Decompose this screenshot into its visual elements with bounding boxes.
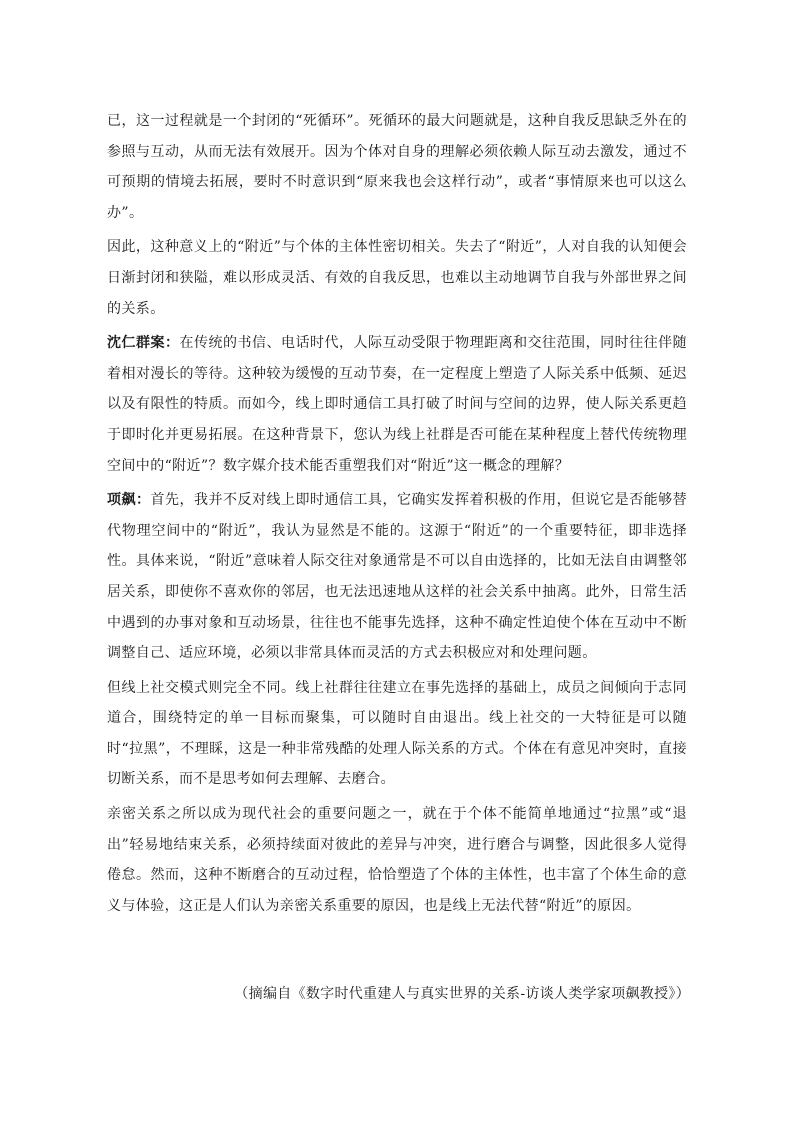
paragraph [107,485,687,669]
paragraph-text: 亲密关系之所以成为现代社会的重要问题之一，就在于个体不能简单地通过“拉黑”或“退出”轻易地结束关系，必须持续面对彼此的差异与冲突，进行磨合与调整，因此很多人觉得倦怠。然而，这种不断磨合的互动过程，恰恰塑造了个体的主体性，也丰富了个体生命的意义与体验，这正是人们认为亲密关系重要的原因，也是线上无法代替“附近”的原因。 [107,806,687,914]
paragraph-text: 因此，这种意义上的“附近”与个体的主体性密切相关。失去了“附近”，人对自我的认知便会日渐封闭和狭隘，难以形成灵活、有效的自我反思，也难以主动地调节自我与外部世界之间的关系。 [107,239,687,317]
article-body [107,106,687,925]
paragraph [107,673,687,795]
paragraph-text: 在传统的书信、电话时代，人际互动受限于物理距离和交往范围，同时往往伴随着相对漫长的等待。这种较为缓慢的互动节奏，在一定程度上塑造了人际关系中低频、延迟以及有限性的特质。而如今，线上即时通信工具打破了时间与空间的边界，使人际关系更趋于即时化并更易拓展。在这种背景下，您认为线上社群是否可能在某种程度上替代传统物理空间中的“附近”？数字媒介技术能否重塑我们对“附近”这一概念的理解？ [107,335,688,474]
paragraph [107,232,687,324]
paragraph-text: 但线上社交模式则完全不同。线上社群往往建立在事先选择的基础上，成员之间倾向于志同道合，围绕特定的单一目标而聚集，可以随时自由退出。线上社交的一大特征是可以随时“拉黑”，不理睬，这是一种非常残酷的处理人际关系的方式。个体在有意见冲突时，直接切断关系，而不是思考如何去理解、去磨合。 [107,679,687,788]
source-citation: （摘编自《数字时代重建人与真实世界的关系-访谈人类学家项飙教授》） [234,986,690,1002]
speaker-label: 项飙： [107,492,151,509]
paragraph-text: 首先，我并不反对线上即时通信工具，它确实发挥着积极的作用，但说它是否能够替代物理空间中的“附近”，我认为显然是不能的。这源于“附近”的一个重要特征，即非选择性。具体来说，“附近”意味着人际交往对象通常是不可以自由选择的，比如无法自由调整邻居关系，即使你不喜欢你的邻居，也无法迅速地从这样的社会关系中抽离。此外，日常生活中遇到的办事对象和互动场景，往往也不能事先选择，这种不确定性迫使个体在互动中不断调整自己、适应环境，必须以非常具体而灵活的方式去积极应对和处理问题。 [107,492,687,662]
speaker-label: 沈仁群案： [107,335,180,352]
paragraph [107,799,687,921]
paragraph-text: 已，这一过程就是一个封闭的“死循环”。死循环的最大问题就是，这种自我反思缺乏外在的参照与互动，从而无法有效展开。因为个体对自身的理解必须依赖人际互动去激发，通过不可预期的情境去拓展，要时不时意识到“原来我也会这样行动”，或者“事情原来也可以这么办”。 [107,113,687,221]
paragraph [107,328,687,481]
paragraph [107,106,687,228]
